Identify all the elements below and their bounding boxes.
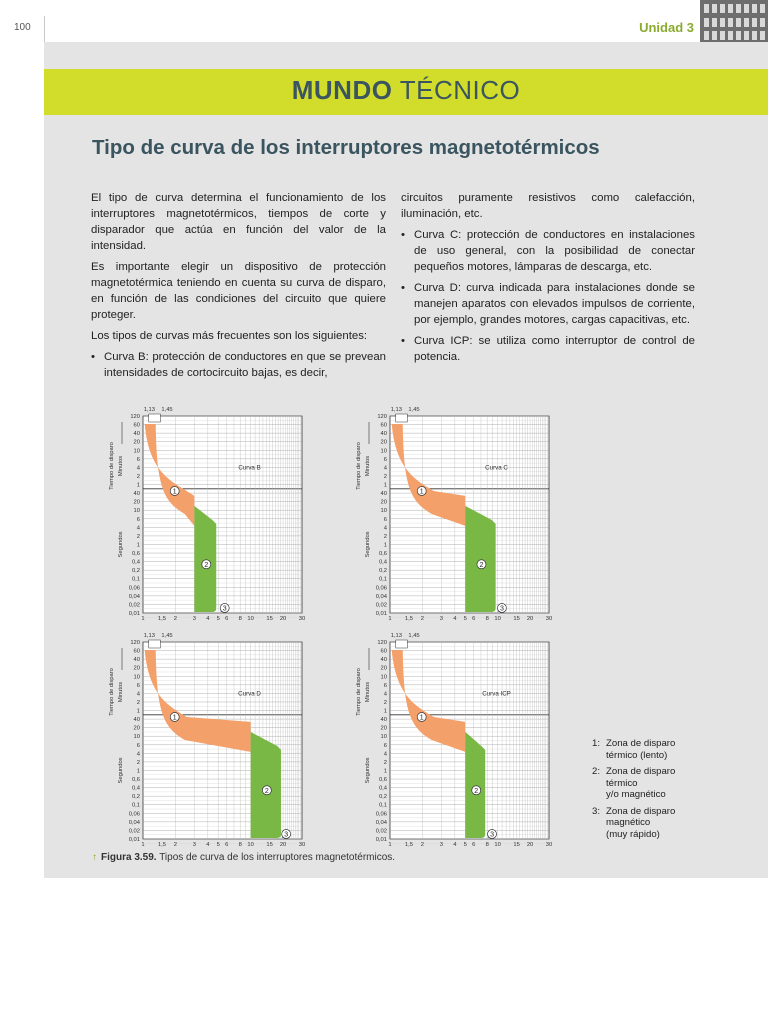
y-tick-label: 0,6 — [131, 551, 140, 558]
y-tick-label: 10 — [133, 674, 140, 681]
y-tick-label: 60 — [133, 648, 140, 655]
y-tick-label: 0,04 — [128, 819, 140, 826]
y-tick-label: 60 — [380, 648, 387, 655]
x-tick-label: 20 — [526, 616, 534, 622]
top-label-113: 1,13 — [143, 407, 156, 413]
x-tick-label: 1 — [388, 842, 392, 848]
legend-num: 2: — [592, 766, 601, 777]
y-tick-label: 0,1 — [131, 802, 140, 809]
x-tick-label: 15 — [266, 842, 273, 848]
top-label-145: 1,45 — [161, 633, 173, 639]
zone-3-marker-label: 3 — [284, 831, 289, 839]
bullet: • — [401, 229, 405, 241]
limit-marker-box — [149, 640, 161, 648]
left-column — [91, 190, 386, 386]
y-tick-label: 0,1 — [378, 576, 387, 583]
y-tick-label: 2 — [136, 759, 140, 766]
y-tick-label: 40 — [133, 657, 140, 664]
y-tick-label: 20 — [380, 499, 387, 506]
x-tick-label: 10 — [247, 842, 254, 848]
bullet: • — [401, 282, 405, 294]
y-tick-label: 2 — [136, 699, 140, 706]
chart-svg — [100, 398, 305, 623]
magnetic-zone-area — [251, 732, 281, 838]
y-tick-label: 2 — [383, 473, 387, 480]
y-tick-label: 6 — [383, 742, 387, 749]
magnetic-zone-area — [194, 506, 216, 612]
y-tick-label: 1 — [136, 768, 140, 775]
curva-c-text: Curva C: protección de conductores en instalaciones de uso general, con la posibilidad de conectar pequeños motores, lámparas de descarga, etc. — [414, 229, 695, 273]
x-tick-label: 30 — [298, 842, 305, 848]
y-tick-label: 0,04 — [128, 593, 140, 600]
y-tick-label: 0,06 — [375, 811, 387, 818]
y-tick-label: 0,6 — [378, 551, 387, 558]
zone-legend — [592, 738, 732, 845]
legend-item-1 — [592, 738, 732, 761]
y-tick-label: 4 — [136, 465, 140, 472]
list-item-curva-icp — [401, 333, 695, 365]
curve-label: Curva C — [485, 464, 508, 472]
y-tick-label: 0,01 — [128, 837, 140, 843]
x-tick-label: 5 — [463, 616, 467, 622]
x-tick-label: 5 — [216, 842, 220, 848]
x-tick-label: 1 — [141, 616, 145, 622]
x-tick-label: 6 — [225, 616, 229, 622]
y-tick-label: 0,4 — [378, 559, 387, 566]
unit-label: Unidad 3 — [639, 20, 694, 35]
y-tick-label: 20 — [133, 725, 140, 732]
y-tick-label: 120 — [130, 414, 140, 420]
y-tick-label: 10 — [380, 734, 387, 741]
caption-label: Figura 3.59. — [101, 852, 157, 863]
chart-curva-b — [100, 398, 305, 623]
y-tick-label: 10 — [133, 508, 140, 515]
chart-curva-c — [347, 398, 552, 623]
x-tick-label: 10 — [494, 616, 501, 622]
y-tick-label: 0,2 — [378, 794, 387, 801]
x-tick-label: 1,5 — [157, 842, 166, 848]
y-axis-title: Tiempo de disparo — [356, 668, 362, 716]
x-tick-label: 6 — [472, 842, 476, 848]
y-seconds-label: Segundos — [118, 531, 124, 558]
curve-label: Curva ICP — [482, 690, 511, 698]
y-tick-label: 40 — [380, 717, 387, 724]
legend-line: y/o magnético — [606, 789, 666, 800]
y-tick-label: 10 — [380, 674, 387, 681]
page-number: 100 — [14, 22, 31, 33]
legend-line: Zona de disparo — [606, 766, 676, 777]
y-tick-label: 40 — [133, 431, 140, 438]
y-axis-title: Tiempo de disparo — [356, 442, 362, 490]
y-tick-label: 0,6 — [378, 777, 387, 784]
x-tick-label: 20 — [279, 842, 287, 848]
y-seconds-label: Segundos — [365, 531, 371, 558]
legend-line: Zona de disparo — [606, 805, 676, 817]
bullet: • — [401, 335, 405, 347]
y-minutes-label: Minutos — [118, 455, 124, 477]
y-tick-label: 0,04 — [375, 819, 387, 826]
list-item-curva-d — [401, 280, 695, 328]
x-tick-label: 3 — [192, 616, 196, 622]
caption-text: Tipos de curva de los interruptores magnetotérmicos. — [159, 852, 396, 863]
y-tick-label: 6 — [136, 516, 140, 523]
x-tick-label: 4 — [453, 842, 457, 848]
x-tick-label: 15 — [513, 616, 520, 622]
zone-1-marker-label: 1 — [419, 714, 424, 722]
y-tick-label: 2 — [383, 699, 387, 706]
chart-group — [356, 407, 552, 623]
magnetic-zone-area — [465, 732, 485, 838]
y-axis-title: Tiempo de disparo — [109, 442, 115, 490]
chart-svg — [100, 624, 305, 849]
x-tick-label: 10 — [247, 616, 254, 622]
top-label-113: 1,13 — [390, 633, 403, 639]
curve-label: Curva B — [238, 464, 261, 472]
x-tick-label: 4 — [453, 616, 457, 622]
y-minutes-label: Minutos — [365, 455, 371, 477]
x-tick-label: 5 — [463, 842, 467, 848]
x-tick-label: 4 — [206, 842, 210, 848]
legend-line: térmico (lento) — [606, 749, 668, 761]
zone-2-marker-label: 2 — [204, 561, 209, 569]
y-tick-label: 0,2 — [378, 568, 387, 575]
paragraph-1: El tipo de curva determina el funcionamiento de los interruptores magnetotérmicos, tiempos de corte y disparador que actúa en función del valor de la intensidad. — [91, 192, 386, 252]
top-label-113: 1,13 — [390, 407, 403, 413]
x-tick-label: 15 — [266, 616, 273, 622]
x-tick-label: 1,5 — [157, 616, 166, 622]
x-tick-label: 5 — [216, 616, 220, 622]
section-band — [44, 69, 768, 115]
y-tick-label: 4 — [136, 691, 140, 698]
zone-1-marker-label: 1 — [419, 488, 424, 496]
content-panel — [44, 42, 768, 878]
x-tick-label: 8 — [238, 842, 242, 848]
legend-line: térmico — [606, 777, 638, 789]
zone-3-marker-label: 3 — [222, 605, 227, 613]
y-tick-label: 20 — [380, 439, 387, 446]
y-tick-label: 0,04 — [375, 593, 387, 600]
y-tick-label: 0,4 — [131, 785, 140, 792]
curve-label: Curva D — [238, 690, 261, 698]
chart-group — [109, 407, 305, 623]
header-photo — [700, 0, 768, 42]
zone-1-marker-label: 1 — [172, 488, 177, 496]
y-minutes-label: Minutos — [365, 681, 371, 703]
caption-arrow-icon: ↑ — [92, 852, 97, 863]
zone-3-marker-label: 3 — [490, 831, 494, 839]
x-tick-label: 10 — [494, 842, 501, 848]
y-tick-label: 0,06 — [128, 585, 140, 592]
y-tick-label: 0,01 — [128, 611, 140, 617]
y-tick-label: 40 — [380, 657, 387, 664]
figure-caption — [92, 852, 395, 863]
x-tick-label: 4 — [206, 616, 210, 622]
x-tick-label: 30 — [298, 616, 305, 622]
magnetic-zone-area — [465, 506, 495, 612]
y-tick-label: 20 — [133, 499, 140, 506]
x-tick-label: 2 — [420, 842, 425, 848]
x-tick-label: 1 — [141, 842, 145, 848]
y-tick-label: 4 — [383, 751, 387, 758]
y-tick-label: 0,06 — [375, 585, 387, 592]
y-tick-label: 4 — [136, 751, 140, 758]
y-tick-label: 1 — [136, 708, 140, 715]
y-tick-label: 1 — [136, 482, 140, 489]
x-tick-label: 1,5 — [404, 616, 413, 622]
legend-line: (muy rápido) — [606, 828, 660, 840]
y-tick-label: 0,1 — [378, 802, 387, 809]
y-seconds-label: Segundos — [118, 757, 124, 784]
x-tick-label: 20 — [526, 842, 534, 848]
section-band-light: TÉCNICO — [399, 75, 521, 105]
chart-curva-icp — [347, 624, 552, 849]
legend-line: Zona de disparo — [606, 738, 676, 749]
y-tick-label: 0,02 — [375, 602, 387, 609]
y-tick-label: 40 — [380, 431, 387, 438]
chart-svg — [347, 398, 552, 623]
section-band-bold: MUNDO — [291, 75, 393, 105]
x-tick-label: 20 — [279, 616, 287, 622]
x-tick-label: 8 — [238, 616, 242, 622]
y-tick-label: 10 — [133, 448, 140, 455]
legend-item-3 — [592, 806, 732, 841]
right-column — [401, 190, 695, 370]
y-tick-label: 20 — [133, 439, 140, 446]
y-tick-label: 1 — [383, 768, 387, 775]
x-tick-label: 2 — [173, 616, 178, 622]
page-number-box — [0, 16, 45, 42]
zone-2-marker-label: 2 — [479, 561, 484, 569]
y-tick-label: 0,01 — [375, 611, 387, 617]
y-tick-label: 6 — [383, 516, 387, 523]
y-tick-label: 10 — [133, 734, 140, 741]
y-tick-label: 2 — [383, 533, 387, 540]
y-tick-label: 4 — [383, 691, 387, 698]
y-tick-label: 1 — [383, 542, 387, 549]
limit-marker-box — [149, 414, 161, 422]
top-label-113: 1,13 — [143, 633, 156, 639]
y-tick-label: 20 — [380, 665, 387, 672]
y-tick-label: 0,06 — [128, 811, 140, 818]
y-tick-label: 120 — [130, 640, 140, 646]
y-tick-label: 10 — [380, 448, 387, 455]
y-tick-label: 4 — [383, 465, 387, 472]
y-tick-label: 0,1 — [131, 576, 140, 583]
paragraph-2: Es importante elegir un dispositivo de protección magnetotérmica teniendo en cuenta su curva de disparo, en función de las condiciones del circuito que quiere proteger. — [91, 261, 386, 321]
x-tick-label: 3 — [192, 842, 196, 848]
y-tick-label: 4 — [136, 525, 140, 532]
page-header — [0, 0, 768, 42]
y-tick-label: 6 — [383, 682, 387, 689]
legend-line: magnético — [606, 817, 651, 828]
curva-icp-text: Curva ICP: se utiliza como interruptor de control de potencia. — [414, 335, 695, 363]
y-tick-label: 40 — [133, 491, 140, 498]
y-tick-label: 6 — [136, 456, 140, 463]
zone-2-marker-label: 2 — [264, 787, 269, 795]
y-tick-label: 10 — [380, 508, 387, 515]
y-tick-label: 0,02 — [128, 602, 140, 609]
limit-marker-box — [396, 640, 408, 648]
limit-marker-box — [396, 414, 408, 422]
chart-group — [356, 633, 552, 849]
y-tick-label: 60 — [133, 422, 140, 429]
y-tick-label: 40 — [380, 491, 387, 498]
list-item-curva-c — [401, 227, 695, 275]
y-tick-label: 4 — [383, 525, 387, 532]
y-tick-label: 0,2 — [131, 568, 140, 575]
y-tick-label: 0,4 — [378, 785, 387, 792]
y-tick-label: 6 — [383, 456, 387, 463]
y-tick-label: 1 — [383, 482, 387, 489]
y-tick-label: 2 — [136, 473, 140, 480]
y-tick-label: 0,4 — [131, 559, 140, 566]
y-tick-label: 0,02 — [128, 828, 140, 835]
x-tick-label: 3 — [439, 616, 443, 622]
y-axis-title: Tiempo de disparo — [109, 668, 115, 716]
zone-1-marker-label: 1 — [172, 714, 177, 722]
x-tick-label: 1 — [388, 616, 392, 622]
y-tick-label: 60 — [380, 422, 387, 429]
x-tick-label: 6 — [472, 616, 476, 622]
y-tick-label: 120 — [377, 414, 387, 420]
legend-num: 1: — [592, 738, 601, 749]
bullet: • — [91, 351, 95, 363]
y-tick-label: 2 — [383, 759, 387, 766]
x-tick-label: 2 — [420, 616, 425, 622]
y-tick-label: 0,02 — [375, 828, 387, 835]
article-title: Tipo de curva de los interruptores magnetotérmicos — [92, 136, 600, 159]
chart-curva-d — [100, 624, 305, 849]
x-tick-label: 30 — [545, 616, 552, 622]
x-tick-label: 15 — [513, 842, 520, 848]
chart-group — [109, 633, 305, 849]
paragraph-3: Los tipos de curvas más frecuentes son los siguientes: — [91, 330, 368, 342]
x-tick-label: 6 — [225, 842, 229, 848]
legend-num: 3: — [592, 805, 601, 817]
zone-2-marker-label: 2 — [474, 787, 479, 795]
y-tick-label: 6 — [136, 682, 140, 689]
x-tick-label: 8 — [485, 842, 489, 848]
top-label-145: 1,45 — [408, 633, 420, 639]
curva-b-text: Curva B: protección de conductores en que se prevean intensidades de cortocircuito bajas, es decir, — [104, 351, 386, 379]
y-tick-label: 40 — [133, 717, 140, 724]
curva-d-text: Curva D: curva indicada para instalaciones donde se manejen aparatos con elevados impulsos de corriente, por ejemplo, grandes motores, cargas capacitivas, etc. — [414, 282, 695, 326]
zone-3-marker-label: 3 — [499, 605, 504, 613]
continuation-text: circuitos puramente resistivos como calefacción, iluminación, etc. — [401, 192, 695, 220]
y-tick-label: 20 — [380, 725, 387, 732]
top-label-145: 1,45 — [408, 407, 420, 413]
y-tick-label: 1 — [136, 542, 140, 549]
top-label-145: 1,45 — [161, 407, 173, 413]
x-tick-label: 8 — [485, 616, 489, 622]
x-tick-label: 3 — [439, 842, 443, 848]
y-tick-label: 0,6 — [131, 777, 140, 784]
list-item-curva-b — [91, 349, 386, 381]
legend-item-2 — [592, 766, 732, 801]
y-minutes-label: Minutos — [118, 681, 124, 703]
x-tick-label: 30 — [545, 842, 552, 848]
y-tick-label: 2 — [136, 533, 140, 540]
y-seconds-label: Segundos — [365, 757, 371, 784]
y-tick-label: 20 — [133, 665, 140, 672]
x-tick-label: 2 — [173, 842, 178, 848]
chart-svg — [347, 624, 552, 849]
y-tick-label: 6 — [136, 742, 140, 749]
x-tick-label: 1,5 — [404, 842, 413, 848]
y-tick-label: 120 — [377, 640, 387, 646]
y-tick-label: 1 — [383, 708, 387, 715]
y-tick-label: 0,01 — [375, 837, 387, 843]
y-tick-label: 0,2 — [131, 794, 140, 801]
